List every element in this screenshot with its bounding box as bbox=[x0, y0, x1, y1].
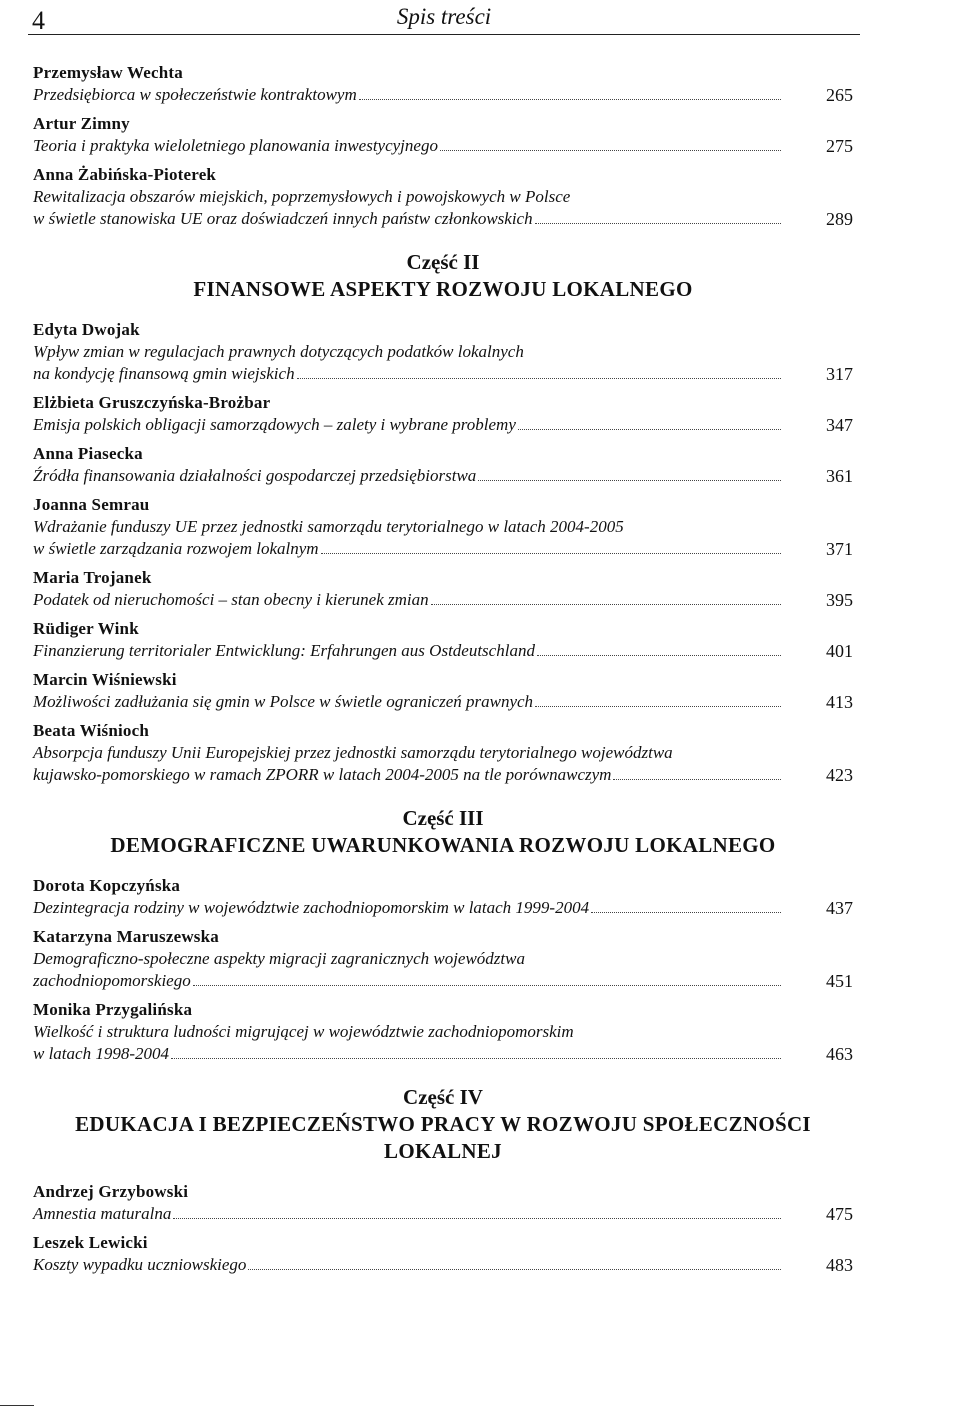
section-heading bbox=[33, 248, 853, 303]
dot-leader bbox=[535, 223, 781, 224]
entry-page-number: 265 bbox=[826, 85, 853, 105]
section-label: Część III bbox=[402, 806, 484, 830]
entry-title-line bbox=[33, 764, 783, 786]
entry-title-line bbox=[33, 341, 783, 363]
entry-page-number: 275 bbox=[826, 136, 853, 156]
entry-author: Elżbieta Gruszczyńska-Brożbar bbox=[33, 393, 271, 412]
entry-title-line bbox=[33, 1254, 783, 1276]
entry-page-number: 463 bbox=[826, 1044, 853, 1064]
entry-author: Anna Żabińska-Pioterek bbox=[33, 165, 217, 184]
entry-title-text: w latach 1998-2004 bbox=[33, 1044, 169, 1063]
dot-leader bbox=[613, 779, 781, 780]
dot-leader bbox=[171, 1058, 781, 1059]
entry-title-text: Źródła finansowania działalności gospodarczej przedsiębiorstwa bbox=[33, 466, 477, 485]
toc-entry[interactable] bbox=[33, 618, 853, 662]
dot-leader bbox=[431, 604, 781, 605]
dot-leader bbox=[537, 655, 781, 656]
toc-entry[interactable] bbox=[33, 1181, 853, 1225]
entry-title-line bbox=[33, 948, 783, 970]
toc-entry[interactable] bbox=[33, 443, 853, 487]
section-label: Część II bbox=[406, 250, 480, 274]
dot-leader bbox=[440, 150, 781, 151]
entry-page-number: 483 bbox=[826, 1255, 853, 1275]
section-heading bbox=[33, 804, 853, 859]
entry-author: Edyta Dwojak bbox=[33, 320, 140, 339]
dot-leader bbox=[193, 985, 781, 986]
entry-title-text: w świetle stanowiska UE oraz doświadczeń innych państw członkowskich bbox=[33, 209, 533, 228]
section-title: FINANSOWE ASPEKTY ROZWOJU LOKALNEGO bbox=[193, 277, 693, 301]
entry-title-text: Amnestia maturalna bbox=[33, 1204, 172, 1223]
section-title: LOKALNEJ bbox=[384, 1139, 502, 1163]
dot-leader bbox=[321, 553, 781, 554]
entry-title-line bbox=[33, 208, 783, 230]
running-header bbox=[28, 0, 860, 35]
entry-title-line bbox=[33, 186, 783, 208]
entry-page-number: 437 bbox=[826, 898, 853, 918]
section-title: DEMOGRAFICZNE UWARUNKOWANIA ROZWOJU LOKALNEGO bbox=[110, 833, 776, 857]
entry-title-text: Wdrażanie funduszy UE przez jednostki samorządu terytorialnego w latach 2004-2005 bbox=[33, 517, 624, 536]
entry-author: Leszek Lewicki bbox=[33, 1233, 148, 1252]
page-number: 4 bbox=[32, 6, 45, 35]
entry-title-line bbox=[33, 1203, 783, 1225]
entry-author: Monika Przygalińska bbox=[33, 1000, 193, 1019]
entry-author: Dorota Kopczyńska bbox=[33, 876, 181, 895]
entry-title-line bbox=[33, 1043, 783, 1065]
toc-entry[interactable] bbox=[33, 875, 853, 919]
entry-title-line bbox=[33, 465, 783, 487]
entry-title-line bbox=[33, 135, 783, 157]
entry-page-number: 371 bbox=[826, 539, 853, 559]
entry-author: Marcin Wiśniewski bbox=[33, 670, 177, 689]
entry-page-number: 347 bbox=[826, 415, 853, 435]
entry-author: Artur Zimny bbox=[33, 114, 130, 133]
entry-title-text: Dezintegracja rodziny w województwie zachodniopomorskim w latach 1999-2004 bbox=[33, 898, 590, 917]
toc-entry[interactable] bbox=[33, 720, 853, 786]
entry-title-line bbox=[33, 538, 783, 560]
toc-entry[interactable] bbox=[33, 62, 853, 106]
entry-page-number: 289 bbox=[826, 209, 853, 229]
entry-title-text: zachodniopomorskiego bbox=[33, 971, 191, 990]
entry-page-number: 361 bbox=[826, 466, 853, 486]
entry-page-number: 423 bbox=[826, 765, 853, 785]
entry-title-line bbox=[33, 589, 783, 611]
entry-title-text: Przedsiębiorca w społeczeństwie kontraktowym bbox=[33, 85, 357, 104]
entry-title-text: Teoria i praktyka wieloletniego planowania inwestycyjnego bbox=[33, 136, 438, 155]
entry-author: Joanna Semrau bbox=[33, 495, 150, 514]
dot-leader bbox=[518, 429, 781, 430]
dot-leader bbox=[248, 1269, 781, 1270]
toc-entry[interactable] bbox=[33, 392, 853, 436]
toc-entry[interactable] bbox=[33, 113, 853, 157]
entry-title-line bbox=[33, 414, 783, 436]
section-title: EDUKACJA I BEZPIECZEŃSTWO PRACY W ROZWOJU SPOŁECZNOŚCI bbox=[75, 1112, 811, 1136]
dot-leader bbox=[173, 1218, 781, 1219]
toc-entry[interactable] bbox=[33, 999, 853, 1065]
toc-entry[interactable] bbox=[33, 494, 853, 560]
entry-title-text: Emisja polskich obligacji samorządowych – zalety i wybrane problemy bbox=[33, 415, 516, 434]
toc-entry[interactable] bbox=[33, 567, 853, 611]
section-heading bbox=[33, 1083, 853, 1165]
dot-leader bbox=[478, 480, 781, 481]
toc-entry[interactable] bbox=[33, 164, 853, 230]
entry-author: Rüdiger Wink bbox=[33, 619, 139, 638]
entry-author: Przemysław Wechta bbox=[33, 63, 183, 82]
entry-title-line bbox=[33, 897, 783, 919]
entry-title-line bbox=[33, 640, 783, 662]
entry-title-line bbox=[33, 742, 783, 764]
entry-title-text: kujawsko-pomorskiego w ramach ZPORR w latach 2004-2005 na tle porównawczym bbox=[33, 765, 612, 784]
toc-entry[interactable] bbox=[33, 669, 853, 713]
toc-entry[interactable] bbox=[33, 319, 853, 385]
entry-title-text: Możliwości zadłużania się gmin w Polsce w świetle ograniczeń prawnych bbox=[33, 692, 534, 711]
entry-author: Andrzej Grzybowski bbox=[33, 1182, 189, 1201]
entry-title-line bbox=[33, 691, 783, 713]
entry-title-text: Wielkość i struktura ludności migrującej w województwie zachodniopomorskim bbox=[33, 1022, 574, 1041]
entry-title-line bbox=[33, 516, 783, 538]
entry-title-text: Demograficzno-społeczne aspekty migracji zagranicznych województwa bbox=[33, 949, 525, 968]
entry-title-text: Rewitalizacja obszarów miejskich, poprzemysłowych i powojskowych w Polsce bbox=[33, 187, 571, 206]
toc-entry[interactable] bbox=[33, 926, 853, 992]
entry-title-text: na kondycję finansową gmin wiejskich bbox=[33, 364, 295, 383]
entry-title-text: Podatek od nieruchomości – stan obecny i kierunek zmian bbox=[33, 590, 429, 609]
dot-leader bbox=[297, 378, 781, 379]
dot-leader bbox=[591, 912, 781, 913]
entry-author: Katarzyna Maruszewska bbox=[33, 927, 219, 946]
footer-rule bbox=[0, 1405, 34, 1406]
entry-title-line bbox=[33, 970, 783, 992]
section-label: Część IV bbox=[403, 1085, 483, 1109]
entry-page-number: 401 bbox=[826, 641, 853, 661]
toc-entry[interactable] bbox=[33, 1232, 853, 1276]
entry-page-number: 451 bbox=[826, 971, 853, 991]
entry-author: Maria Trojanek bbox=[33, 568, 152, 587]
entry-page-number: 395 bbox=[826, 590, 853, 610]
entry-author: Beata Wiśnioch bbox=[33, 721, 149, 740]
entry-page-number: 475 bbox=[826, 1204, 853, 1224]
running-title: Spis treści bbox=[396, 4, 492, 29]
entry-author: Anna Piasecka bbox=[33, 444, 143, 463]
entry-page-number: 317 bbox=[826, 364, 853, 384]
entry-title-text: Finanzierung territorialer Entwicklung: Erfahrungen aus Ostdeutschland bbox=[33, 641, 535, 660]
entry-title-line bbox=[33, 1021, 783, 1043]
entry-title-text: Koszty wypadku uczniowskiego bbox=[33, 1255, 247, 1274]
entry-title-text: Wpływ zmian w regulacjach prawnych dotyczących podatków lokalnych bbox=[33, 342, 524, 361]
entry-title-line bbox=[33, 84, 783, 106]
dot-leader bbox=[359, 99, 781, 100]
table-of-contents bbox=[33, 62, 853, 1283]
entry-title-text: w świetle zarządzania rozwojem lokalnym bbox=[33, 539, 319, 558]
dot-leader bbox=[535, 706, 781, 707]
entry-title-text: Absorpcja funduszy Unii Europejskiej przez jednostki samorządu terytorialnego województwa bbox=[33, 743, 673, 762]
entry-page-number: 413 bbox=[826, 692, 853, 712]
entry-title-line bbox=[33, 363, 783, 385]
